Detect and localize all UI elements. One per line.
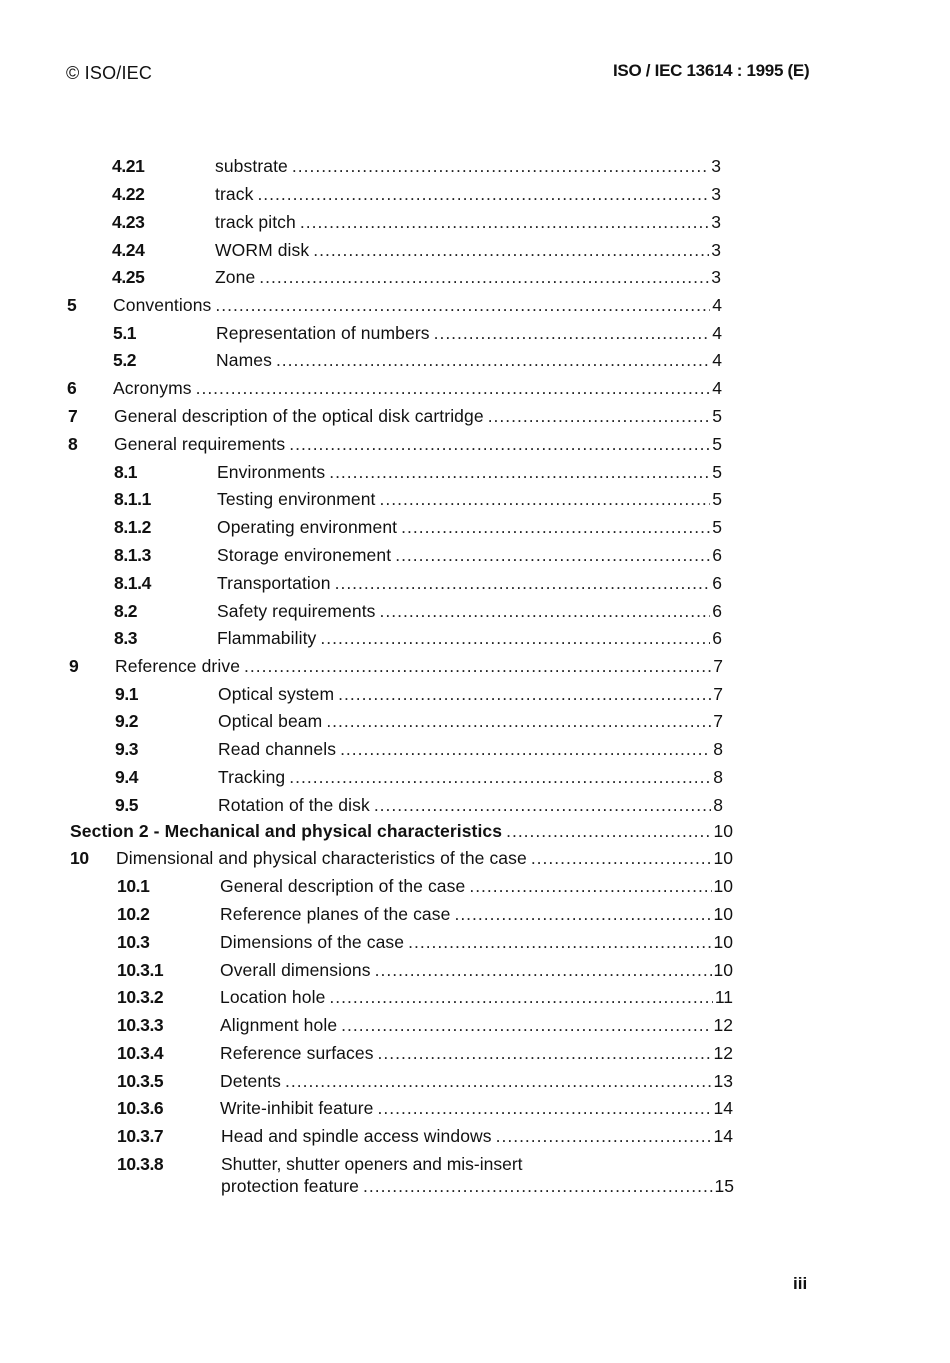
toc-number: 5 bbox=[67, 295, 77, 315]
toc-dot-leader bbox=[378, 1042, 712, 1064]
toc-title: Representation of numbers bbox=[216, 323, 430, 343]
toc-title: Rotation of the disk bbox=[218, 795, 370, 815]
toc-title: Flammability bbox=[217, 628, 317, 648]
toc-dot-leader bbox=[289, 766, 711, 788]
toc-entry-10-1[interactable] bbox=[0, 875, 950, 897]
toc-entry-9-1[interactable] bbox=[0, 683, 950, 705]
toc-page-number: 7 bbox=[713, 711, 723, 731]
header-standard-number: ISO / IEC 13614 : 1995 (E) bbox=[613, 61, 810, 80]
toc-title: Conventions bbox=[113, 295, 212, 315]
toc-title-line-1: Shutter, shutter openers and mis-insert bbox=[221, 1154, 523, 1174]
toc-page-number: 10 bbox=[713, 960, 733, 980]
toc-dot-leader bbox=[496, 1125, 712, 1147]
toc-dot-leader bbox=[375, 959, 712, 981]
toc-number: 10.3.7 bbox=[117, 1126, 164, 1146]
toc-entry-9-2[interactable] bbox=[0, 710, 950, 732]
toc-number: 7 bbox=[68, 406, 78, 426]
toc-entry-10-3-8[interactable] bbox=[0, 1153, 950, 1199]
toc-dot-leader bbox=[335, 572, 711, 594]
toc-number: 10.3.1 bbox=[117, 960, 164, 980]
toc-number: 9 bbox=[69, 656, 79, 676]
toc-page-number: 7 bbox=[713, 656, 723, 676]
toc-page-number: 8 bbox=[713, 767, 723, 787]
toc-number: 10.3.5 bbox=[117, 1071, 164, 1091]
toc-dot-leader bbox=[363, 1175, 713, 1197]
toc-title: Reference drive bbox=[115, 656, 241, 676]
toc-title: General requirements bbox=[114, 434, 286, 454]
toc-page-number: 12 bbox=[713, 1015, 733, 1035]
toc-dot-leader bbox=[374, 794, 711, 816]
toc-dot-leader bbox=[401, 516, 710, 538]
page-number: iii bbox=[793, 1274, 808, 1293]
toc-title: Optical beam bbox=[218, 711, 323, 731]
toc-dot-leader bbox=[320, 627, 710, 649]
toc-dot-leader bbox=[454, 903, 711, 925]
toc-title: Reference planes of the case bbox=[220, 904, 451, 924]
toc-title: Zone bbox=[215, 267, 256, 287]
toc-number: 10.3.6 bbox=[117, 1098, 164, 1118]
toc-dot-leader bbox=[341, 1014, 711, 1036]
toc-dot-leader bbox=[215, 294, 710, 316]
toc-entry-8-1[interactable] bbox=[0, 461, 950, 483]
toc-page-number: 7 bbox=[713, 684, 723, 704]
toc-number: 4.23 bbox=[112, 212, 145, 232]
toc-number: 8.1.1 bbox=[114, 489, 151, 509]
toc-number: 8.1.2 bbox=[114, 517, 151, 537]
toc-title: Mechanical and physical characteristics bbox=[164, 821, 503, 841]
toc-page-number: 15 bbox=[714, 1176, 734, 1196]
toc-page-number: 10 bbox=[713, 876, 733, 896]
toc-dot-leader bbox=[531, 847, 712, 869]
toc-dot-leader bbox=[257, 183, 709, 205]
toc-dot-leader bbox=[244, 655, 711, 677]
toc-page-number: 4 bbox=[712, 378, 722, 398]
toc-title: Environments bbox=[217, 462, 326, 482]
toc-page-number: 5 bbox=[712, 489, 722, 509]
toc-number: 4.21 bbox=[112, 156, 145, 176]
toc-title: Read channels bbox=[218, 739, 337, 759]
toc-entry-10-3[interactable] bbox=[0, 931, 950, 953]
toc-entry-4-23[interactable] bbox=[0, 211, 950, 233]
toc-page-number: 10 bbox=[713, 904, 733, 924]
toc-dot-leader bbox=[326, 710, 711, 732]
toc-number: 10.1 bbox=[117, 876, 150, 896]
toc-entry-8-1-4[interactable] bbox=[0, 572, 950, 594]
toc-number: 10.3.3 bbox=[117, 1015, 164, 1035]
toc-title: Reference surfaces bbox=[220, 1043, 374, 1063]
toc-entry-4-24[interactable] bbox=[0, 239, 950, 261]
toc-entry-10-2[interactable] bbox=[0, 903, 950, 925]
toc-page-number: 10 bbox=[713, 932, 733, 952]
toc-page-number: 5 bbox=[712, 517, 722, 537]
toc-dot-leader bbox=[380, 488, 711, 510]
toc-page-number: 3 bbox=[711, 267, 721, 287]
toc-entry-4-25[interactable] bbox=[0, 266, 950, 288]
toc-page-number: 8 bbox=[713, 795, 723, 815]
toc-entry-8-1-2[interactable] bbox=[0, 516, 950, 538]
toc-entry-8-2[interactable] bbox=[0, 600, 950, 622]
toc-dot-leader bbox=[338, 683, 711, 705]
toc-dot-leader bbox=[292, 155, 709, 177]
toc-page-number: 12 bbox=[713, 1043, 733, 1063]
toc-page-number: 6 bbox=[712, 628, 722, 648]
toc-title: substrate bbox=[215, 156, 288, 176]
toc-entry-section-2[interactable] bbox=[0, 820, 950, 842]
toc-dot-leader bbox=[340, 738, 711, 760]
toc-page-number: 14 bbox=[713, 1098, 733, 1118]
toc-page-number: 3 bbox=[711, 184, 721, 204]
toc-title: Names bbox=[216, 350, 272, 370]
toc-dot-leader bbox=[313, 239, 709, 261]
toc-page-number: 3 bbox=[711, 240, 721, 260]
toc-number: 8.1.3 bbox=[114, 545, 151, 565]
toc-section-title bbox=[70, 820, 502, 842]
toc-dot-leader bbox=[469, 875, 711, 897]
toc-title: Storage environement bbox=[217, 545, 392, 565]
toc-entry-10-3-7[interactable] bbox=[0, 1125, 950, 1147]
toc-title: track bbox=[215, 184, 254, 204]
toc-dot-leader bbox=[488, 405, 711, 427]
toc-number: 10.3.8 bbox=[117, 1154, 164, 1174]
toc-entry-9-3[interactable] bbox=[0, 738, 950, 760]
toc-number: 8.1 bbox=[114, 462, 138, 482]
toc-title: track pitch bbox=[215, 212, 296, 232]
toc-page-number: 6 bbox=[712, 545, 722, 565]
toc-dot-leader bbox=[276, 349, 710, 371]
toc-dot-leader bbox=[395, 544, 710, 566]
toc-page-number: 4 bbox=[712, 350, 722, 370]
toc-title: Location hole bbox=[220, 987, 326, 1007]
toc-page-number: 3 bbox=[711, 156, 721, 176]
toc-dot-leader bbox=[378, 1097, 712, 1119]
toc-page-number: 5 bbox=[712, 434, 722, 454]
header-copyright: © ISO/IEC bbox=[66, 63, 153, 83]
toc-number: 10.3 bbox=[117, 932, 150, 952]
toc-number: 4.25 bbox=[112, 267, 145, 287]
toc-page-number: 5 bbox=[712, 406, 722, 426]
toc-number: 10 bbox=[70, 848, 89, 868]
toc-dot-leader bbox=[285, 1070, 712, 1092]
toc-dot-leader bbox=[380, 600, 711, 622]
toc-page-number: 4 bbox=[712, 295, 722, 315]
toc-entry-10-3-1[interactable] bbox=[0, 959, 950, 981]
toc-entry-10[interactable] bbox=[0, 847, 950, 869]
toc-entry-10-3-3[interactable] bbox=[0, 1014, 950, 1036]
toc-number: 10.2 bbox=[117, 904, 150, 924]
toc-number: 8.1.4 bbox=[114, 573, 151, 593]
toc-title: Write-inhibit feature bbox=[220, 1098, 374, 1118]
toc-number: 9.5 bbox=[115, 795, 139, 815]
toc-number: 10.3.4 bbox=[117, 1043, 164, 1063]
toc-number: 8.3 bbox=[114, 628, 138, 648]
toc-page-number: 6 bbox=[712, 601, 722, 621]
toc-dot-leader bbox=[434, 322, 711, 344]
toc-title: WORM disk bbox=[215, 240, 310, 260]
toc-entry-10-3-2[interactable] bbox=[0, 986, 950, 1008]
toc-dot-leader bbox=[289, 433, 710, 455]
toc-dot-leader bbox=[196, 377, 711, 399]
toc-number: 4.24 bbox=[112, 240, 145, 260]
toc-entry-7[interactable] bbox=[0, 405, 950, 427]
toc-title: Operating environment bbox=[217, 517, 398, 537]
toc-number: 10.3.2 bbox=[117, 987, 164, 1007]
toc-entry-4-21[interactable] bbox=[0, 155, 950, 177]
toc-number: 4.22 bbox=[112, 184, 145, 204]
toc-page-number: 13 bbox=[713, 1071, 733, 1091]
toc-page-number: 10 bbox=[713, 821, 733, 841]
toc-entry-8-3[interactable] bbox=[0, 627, 950, 649]
toc-title: Dimensions of the case bbox=[220, 932, 405, 952]
toc-title: Alignment hole bbox=[220, 1015, 338, 1035]
toc-title: Head and spindle access windows bbox=[221, 1126, 492, 1146]
toc-entry-6[interactable] bbox=[0, 377, 950, 399]
toc-number: 9.4 bbox=[115, 767, 139, 787]
toc-title: Detents bbox=[220, 1071, 282, 1091]
toc-page-number: 10 bbox=[713, 848, 733, 868]
toc-title: Safety requirements bbox=[217, 601, 376, 621]
toc-title: Tracking bbox=[218, 767, 286, 787]
toc-title: Overall dimensions bbox=[220, 960, 371, 980]
toc-title: Optical system bbox=[218, 684, 335, 704]
toc-number: 8.2 bbox=[114, 601, 138, 621]
toc-title: Dimensional and physical characteristics of the case bbox=[116, 848, 527, 868]
toc-number: 9.2 bbox=[115, 711, 139, 731]
toc-dot-leader bbox=[300, 211, 709, 233]
toc-number: 6 bbox=[67, 378, 77, 398]
toc-entry-5[interactable] bbox=[0, 294, 950, 316]
toc-title: Transportation bbox=[217, 573, 331, 593]
toc-title: Testing environment bbox=[217, 489, 376, 509]
toc-entry-8[interactable] bbox=[0, 433, 950, 455]
toc-page-number: 11 bbox=[714, 987, 733, 1007]
toc-dot-leader bbox=[408, 931, 711, 953]
toc-dot-leader bbox=[329, 461, 710, 483]
toc-title: Acronyms bbox=[113, 378, 192, 398]
toc-entry-5-1[interactable] bbox=[0, 322, 950, 344]
toc-entry-5-2[interactable] bbox=[0, 349, 950, 371]
toc-page-number: 6 bbox=[712, 573, 722, 593]
toc-dot-leader bbox=[506, 820, 711, 842]
toc-entry-9-5[interactable] bbox=[0, 794, 950, 816]
toc-number: 9.1 bbox=[115, 684, 139, 704]
toc-dot-leader bbox=[329, 986, 712, 1008]
toc-page-number: 8 bbox=[713, 739, 723, 759]
toc-number: 9.3 bbox=[115, 739, 139, 759]
toc-page-number: 14 bbox=[713, 1126, 733, 1146]
toc-number: 5.1 bbox=[113, 323, 137, 343]
toc-section-prefix: Section 2 - bbox=[70, 821, 165, 841]
toc-title: General description of the case bbox=[220, 876, 466, 896]
toc-entry-9-4[interactable] bbox=[0, 766, 950, 788]
toc-entry-10-3-4[interactable] bbox=[0, 1042, 950, 1064]
toc-title: General description of the optical disk cartridge bbox=[114, 406, 484, 426]
toc-dot-leader bbox=[259, 266, 709, 288]
toc-entry-10-3-5[interactable] bbox=[0, 1070, 950, 1092]
toc-entry-4-22[interactable] bbox=[0, 183, 950, 205]
toc-entry-10-3-6[interactable] bbox=[0, 1097, 950, 1119]
toc-entry-9[interactable] bbox=[0, 655, 950, 677]
toc-entry-8-1-1[interactable] bbox=[0, 488, 950, 510]
toc-entry-8-1-3[interactable] bbox=[0, 544, 950, 566]
toc-page-number: 5 bbox=[712, 462, 722, 482]
toc-title-line-2: protection feature bbox=[221, 1176, 359, 1196]
toc-page-number: 4 bbox=[712, 323, 722, 343]
toc-number: 5.2 bbox=[113, 350, 137, 370]
toc-page-number: 3 bbox=[711, 212, 721, 232]
toc-number: 8 bbox=[68, 434, 78, 454]
